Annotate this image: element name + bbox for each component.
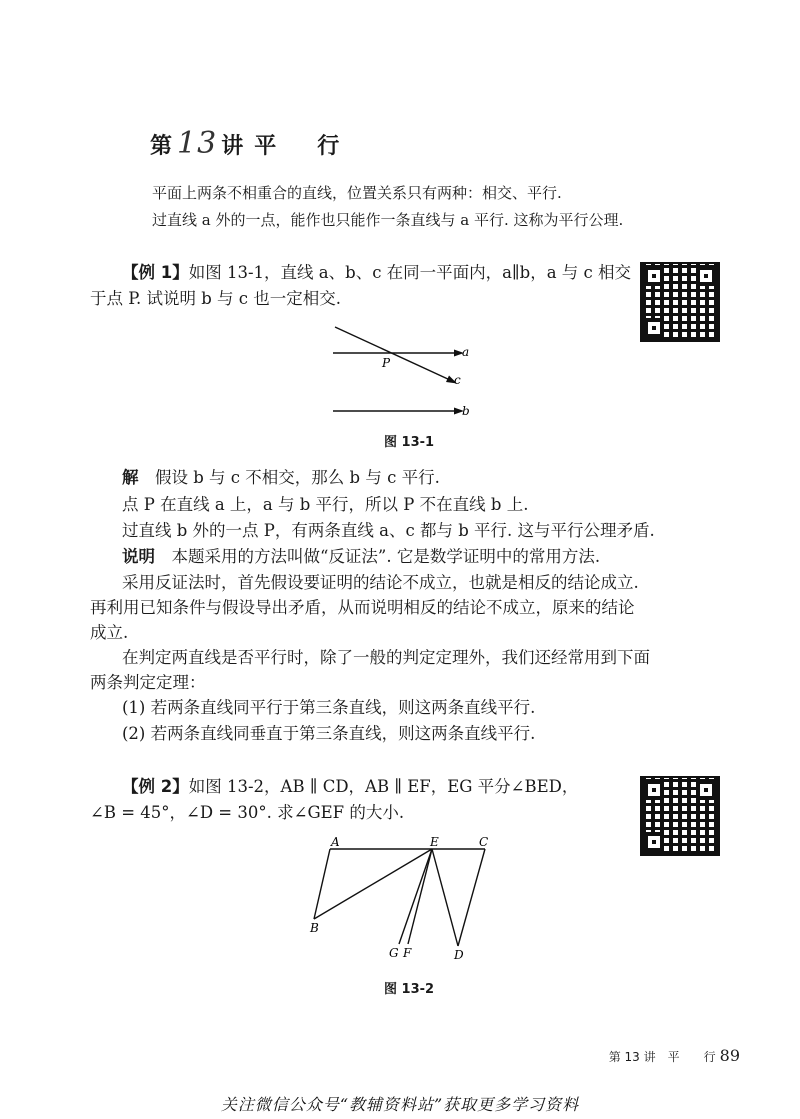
chapter-title [150, 126, 340, 161]
segment-BE [314, 849, 432, 919]
qr-finder [644, 780, 664, 800]
example1-text-1: 如图 13-1，直线 a、b、c 在同一平面内，a∥b，a 与 c 相交 [188, 263, 632, 282]
note-line-3: 再利用已知条件与假设导出矛盾，从而说明相反的结论不成立，原来的结论 [90, 598, 635, 617]
solution-label: 解 [122, 468, 139, 487]
figure-13-1 [300, 318, 500, 428]
solution-line-2: 点 P 在直线 a 上，a 与 b 平行，所以 P 不在直线 b 上. [122, 495, 529, 514]
theorem-item-2: (2) 若两条直线同垂直于第三条直线，则这两条直线平行. [122, 724, 536, 743]
note-line-1 [122, 547, 600, 567]
page-number: 89 [719, 1046, 740, 1065]
segment-DC [458, 849, 485, 946]
qr-finder [696, 266, 716, 286]
example2-line-2: ∠B = 45°，∠D = 30°. 求∠GEF 的大小. [90, 803, 405, 822]
label-C: C [479, 835, 489, 849]
label-B: B [310, 921, 319, 935]
solution-line-1 [122, 468, 440, 488]
example1-label: 【例 1】 [122, 263, 189, 282]
example1-line-2: 于点 P. 试说明 b 与 c 也一定相交. [90, 289, 342, 308]
qr-code-2 [640, 776, 720, 856]
figure-13-1-caption: 图 13-1 [384, 435, 435, 450]
segment-ED [432, 849, 458, 946]
chapter-title-2: 行 [317, 134, 341, 159]
note-label: 说明 [122, 547, 155, 566]
example1-line-1 [122, 263, 631, 283]
running-head: 第 13 讲 平 行 [608, 1050, 716, 1064]
label-E: E [430, 835, 439, 849]
example2-label: 【例 2】 [122, 777, 189, 796]
qr-finder [644, 832, 664, 852]
note-text-1: 本题采用的方法叫做“反证法”. 它是数学证明中的常用方法. [171, 547, 601, 566]
solution-text-1: 假设 b 与 c 不相交，那么 b 与 c 平行. [155, 468, 440, 487]
solution-line-3: 过直线 b 外的一点 P，有两条直线 a、c 都与 b 平行. 这与平行公理矛盾. [122, 521, 655, 540]
label-D: D [454, 948, 464, 962]
theorem-item-1: (1) 若两条直线同平行于第三条直线，则这两条直线平行. [122, 698, 536, 717]
label-b: b [462, 404, 470, 418]
note-line-2: 采用反证法时，首先假设要证明的结论不成立，也就是相反的结论成立. [122, 573, 639, 592]
label-G: G [389, 946, 399, 960]
example2-text-1: 如图 13-2，AB ∥ CD，AB ∥ EF，EG 平分∠BED， [188, 777, 579, 796]
qr-finder [644, 318, 664, 338]
segment-EG [399, 849, 432, 944]
chapter-suffix: 讲 [221, 134, 245, 159]
watermark-text: 关注微信公众号“教辅资料站”获取更多学习资料 [220, 1095, 580, 1114]
chapter-number: 13 [177, 126, 218, 161]
qr-code-1 [640, 262, 720, 342]
note-line-6: 两条判定定理： [90, 673, 206, 692]
label-F: F [403, 946, 412, 960]
qr-finder [696, 780, 716, 800]
chapter-prefix: 第 [150, 134, 174, 159]
label-A: A [331, 835, 340, 849]
segment-EF [408, 849, 432, 944]
figure-13-2-caption: 图 13-2 [384, 982, 435, 997]
note-line-4: 成立. [90, 623, 129, 642]
note-line-5: 在判定两直线是否平行时，除了一般的判定定理外，我们还经常用到下面 [122, 648, 650, 667]
intro-line-1: 平面上两条不相重合的直线，位置关系只有两种：相交、平行. [152, 184, 562, 202]
label-c: c [454, 373, 461, 387]
intro-line-2: 过直线 a 外的一点，能作也只能作一条直线与 a 平行. 这称为平行公理. [152, 211, 624, 229]
chapter-title-1: 平 [254, 134, 278, 159]
qr-finder [644, 266, 664, 286]
segment-AB [314, 849, 330, 919]
label-P: P [382, 356, 391, 370]
label-a: a [462, 345, 470, 359]
page-footer [609, 1046, 740, 1065]
example2-line-1 [122, 777, 578, 797]
figure-13-2 [300, 832, 500, 972]
